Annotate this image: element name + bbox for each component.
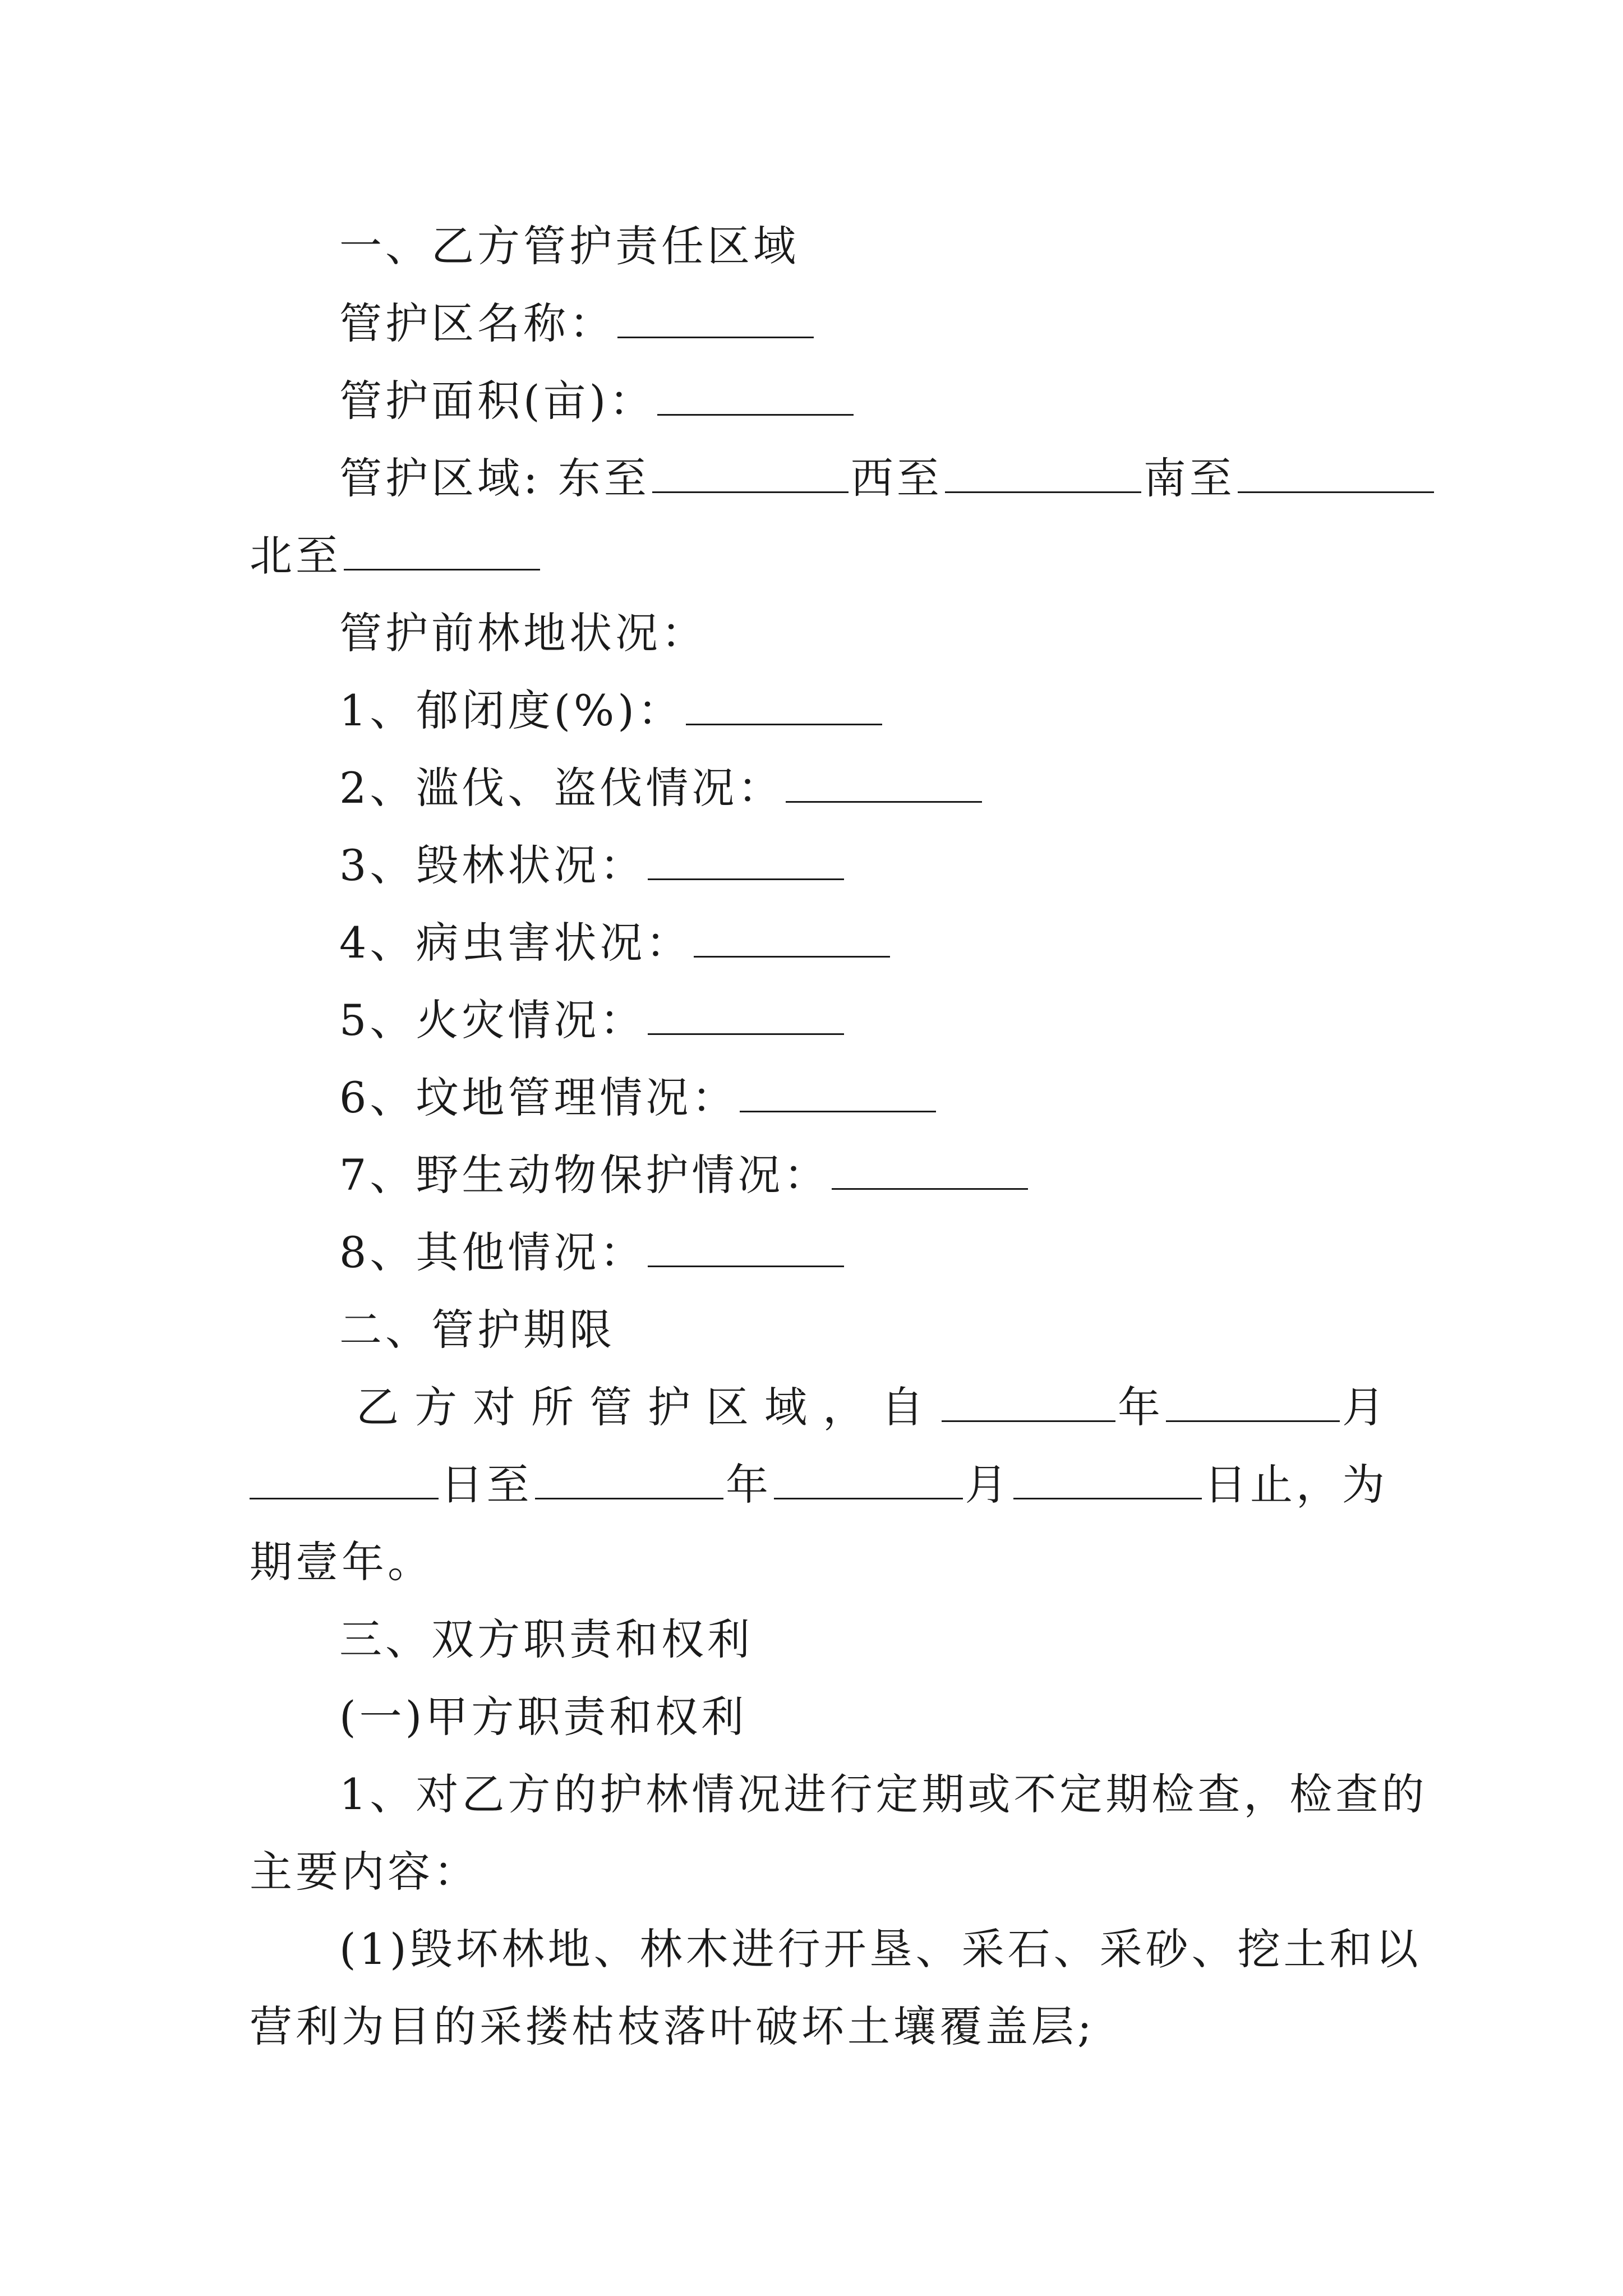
status-item-6 bbox=[250, 1059, 1388, 1137]
status-item-1-label: 1、郁闭度(%)： bbox=[339, 685, 684, 735]
status-item-7 bbox=[250, 1137, 1388, 1214]
status-item-7-blank[interactable] bbox=[832, 1154, 1028, 1190]
region-colon: : bbox=[523, 453, 541, 503]
status-item-5-blank[interactable] bbox=[648, 1000, 844, 1035]
term-row-3: 期壹年。 bbox=[250, 1537, 434, 1587]
pre-status-label: 管护前林地状况： bbox=[339, 608, 707, 658]
west-label: 西至 bbox=[850, 453, 943, 503]
end-day-label: 日止，为 bbox=[1204, 1460, 1388, 1510]
duty-item-1-line-1: 1、对乙方的护林情况进行定期或不定期检查，检查的 bbox=[339, 1769, 1428, 1819]
region-row-cont bbox=[250, 517, 1388, 595]
area-name-blank[interactable] bbox=[617, 303, 814, 338]
area-size-blank[interactable] bbox=[657, 380, 854, 416]
document-page bbox=[250, 208, 1428, 2065]
section-2-heading: 二、管护期限 bbox=[339, 1305, 615, 1355]
status-item-6-label: 6、坟地管理情况： bbox=[339, 1073, 738, 1122]
south-label: 南至 bbox=[1143, 453, 1235, 503]
west-blank[interactable] bbox=[945, 458, 1141, 493]
status-item-5 bbox=[250, 982, 1388, 1059]
check-point-1-line-2: 营利为目的采搂枯枝落叶破坏土壤覆盖层; bbox=[250, 2001, 1095, 2051]
end-month-label: 月 bbox=[965, 1460, 1011, 1510]
check-point-1-line-1: (1)毁坏林地、林木进行开垦、采石、采砂、挖土和以 bbox=[339, 1924, 1422, 1974]
status-item-5-label: 5、火灾情况： bbox=[339, 995, 646, 1045]
south-blank[interactable] bbox=[1238, 458, 1434, 493]
status-item-6-blank[interactable] bbox=[740, 1077, 936, 1112]
region-label: 管护区域 bbox=[339, 453, 523, 503]
duty-item-1-line-2: 主要内容： bbox=[250, 1847, 479, 1897]
east-blank[interactable] bbox=[652, 458, 849, 493]
term-row-2 bbox=[250, 1446, 1388, 1524]
status-item-2-label: 2、滥伐、盗伐情况： bbox=[339, 763, 784, 813]
section-1-heading: 一、乙方管护责任区域 bbox=[339, 221, 799, 271]
status-item-1-blank[interactable] bbox=[686, 690, 882, 725]
section-3-heading: 三、双方职责和权利 bbox=[339, 1614, 753, 1664]
start-year-label: 年 bbox=[1118, 1382, 1164, 1432]
east-label: 东至 bbox=[557, 453, 650, 503]
term-row-1 bbox=[250, 1369, 1388, 1446]
area-size-row bbox=[250, 362, 1388, 440]
status-item-3-label: 3、毁林状况： bbox=[339, 840, 646, 890]
start-year-blank[interactable] bbox=[942, 1387, 1115, 1422]
region-row bbox=[250, 440, 1388, 517]
status-item-4-label: 4、病虫害状况： bbox=[339, 918, 692, 968]
end-day-blank[interactable] bbox=[1013, 1464, 1202, 1499]
end-month-blank[interactable] bbox=[774, 1464, 963, 1499]
status-item-2-blank[interactable] bbox=[786, 767, 982, 803]
end-year-blank[interactable] bbox=[535, 1464, 724, 1499]
north-label: 北至 bbox=[250, 531, 342, 581]
start-day-blank[interactable] bbox=[250, 1464, 439, 1499]
start-day-to-label: 日至 bbox=[440, 1460, 533, 1510]
term-intro: 乙方对所管护区域，自 bbox=[356, 1382, 939, 1432]
status-item-3 bbox=[250, 827, 1388, 904]
status-item-8 bbox=[250, 1214, 1388, 1291]
start-month-blank[interactable] bbox=[1166, 1387, 1340, 1422]
status-item-4 bbox=[250, 904, 1388, 982]
north-blank[interactable] bbox=[344, 535, 540, 570]
status-item-7-label: 7、野生动物保护情况： bbox=[339, 1150, 830, 1200]
area-size-label: 管护面积(亩)： bbox=[339, 376, 656, 426]
subsection-1-heading: (一)甲方职责和权利 bbox=[339, 1692, 748, 1742]
area-name-row bbox=[250, 285, 1388, 362]
status-item-2 bbox=[250, 749, 1388, 827]
status-item-3-blank[interactable] bbox=[648, 845, 844, 880]
start-month-label: 月 bbox=[1342, 1382, 1388, 1432]
status-item-8-blank[interactable] bbox=[648, 1232, 844, 1267]
area-name-label: 管护区名称： bbox=[339, 298, 615, 348]
status-item-4-blank[interactable] bbox=[694, 922, 890, 958]
end-year-label: 年 bbox=[726, 1460, 772, 1510]
status-item-1 bbox=[250, 672, 1388, 749]
status-item-8-label: 8、其他情况： bbox=[339, 1227, 646, 1277]
